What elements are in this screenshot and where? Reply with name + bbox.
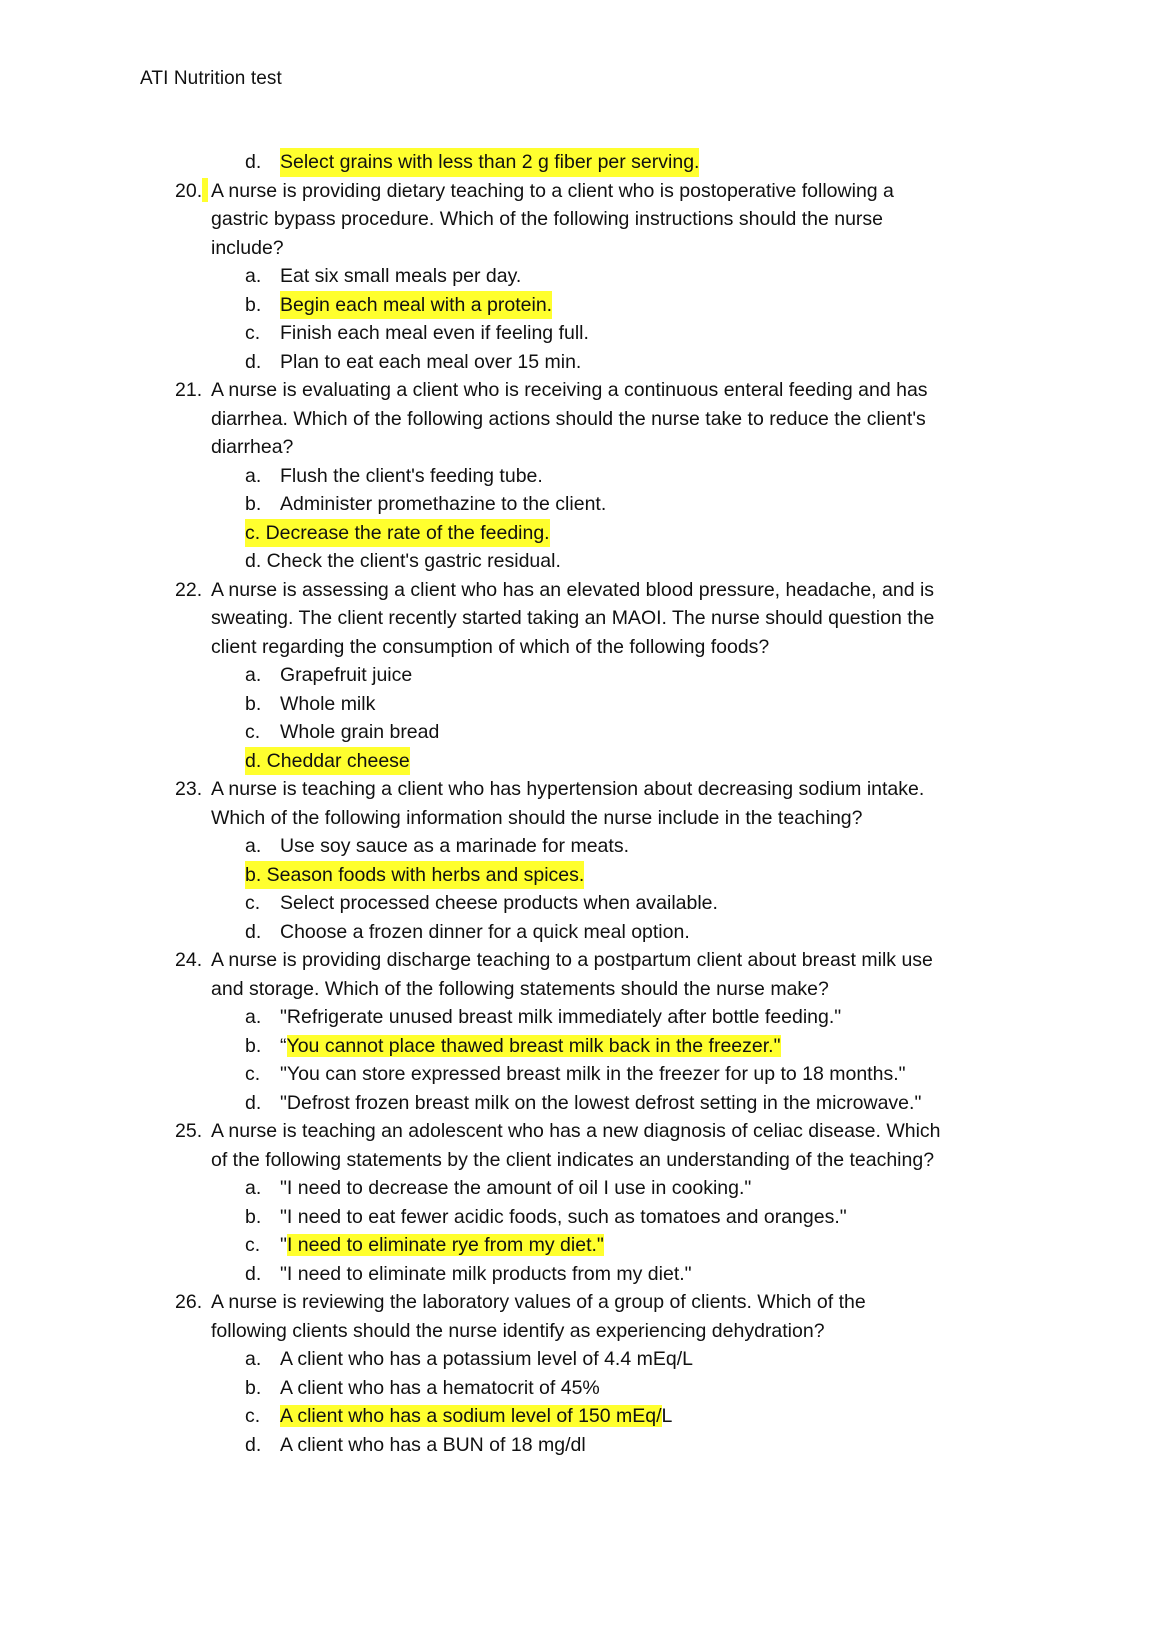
option-text-highlighted: You cannot place thawed breast milk back in the freezer." [286,1034,781,1057]
question-25 [0,1117,1158,1146]
option-letter: a. [245,1348,262,1370]
option-text: Choose a frozen dinner for a quick meal option. [280,920,690,943]
option-text-highlighted: b. Season foods with herbs and spices. [245,861,584,890]
question-number: 20. [175,177,208,206]
option-letter: c. [245,322,261,344]
option-letter: a. [245,1006,262,1028]
option-letter: a. [245,835,262,857]
option-20c [0,319,1158,348]
question-text: A nurse is assessing a client who has an elevated blood pressure, headache, and is [211,578,935,601]
question-26 [0,1288,1158,1317]
question-number: 24. [175,949,203,971]
option-letter: d. [245,920,262,943]
question-24 [0,946,1158,975]
option-letter: b. [245,1034,262,1057]
question-number: 25. [175,1120,203,1142]
option-text: Select processed cheese products when available. [280,892,718,914]
option-letter: d. [245,1433,262,1456]
option-text [280,1231,604,1260]
option-text: d. Check the client's gastric residual. [245,550,561,572]
option-text: Use soy sauce as a marinade for meats. [280,835,629,857]
option-text: "I need to eat fewer acidic foods, such as tomatoes and oranges." [280,1205,847,1228]
option-19d [0,148,1158,177]
option-text-highlighted: Begin each meal with a protein. [280,291,552,320]
option-22c [0,718,1158,747]
option-text: Flush the client's feeding tube. [280,464,543,487]
question-number: 21. [175,379,203,401]
option-text: "I need to eliminate milk products from my diet." [280,1262,692,1285]
question-22 [0,576,1158,605]
question-text: A nurse is evaluating a client who is receiving a continuous enteral feeding and has [211,379,928,401]
question-text: diarrhea? [211,436,294,458]
option-26a [0,1345,1158,1374]
option-letter: b. [245,293,262,316]
option-21b [0,490,1158,519]
option-text: A client who has a potassium level of 4.4 mEq/L [280,1348,693,1370]
option-letter: b. [245,1376,262,1399]
option-text-highlighted: I need to eliminate rye from my diet." [286,1234,604,1256]
option-23c [0,889,1158,918]
question-text: following clients should the nurse identify as experiencing dehydration? [211,1319,825,1342]
option-text: Plan to eat each meal over 15 min. [280,350,582,373]
option-text-highlighted: A client who has a sodium level of 150 mEq/ [280,1405,662,1427]
quote-mark: “ [280,1034,287,1057]
question-text: client regarding the consumption of which of the following foods? [211,635,770,658]
option-letter: c. [245,1405,261,1427]
option-text: Eat six small meals per day. [280,265,522,287]
option-letter: d. [245,1091,262,1114]
question-text: A nurse is providing discharge teaching to a postpartum client about breast milk use [211,949,933,971]
option-text: "You can store expressed breast milk in the freezer for up to 18 months." [280,1063,906,1085]
option-21a [0,462,1158,491]
option-23a [0,832,1158,861]
question-text: and storage. Which of the following statements should the nurse make? [211,977,829,1000]
option-text: Grapefruit juice [280,664,413,686]
option-24a [0,1003,1158,1032]
question-20 [0,177,1158,206]
option-23b [0,861,1158,890]
option-letter: d. [245,151,262,173]
option-text: A client who has a BUN of 18 mg/dl [280,1433,586,1456]
question-text: A nurse is providing dietary teaching to a client who is postoperative following a [211,179,894,202]
option-text-highlighted: d. Cheddar cheese [245,747,410,776]
option-20b [0,291,1158,320]
option-22d [0,747,1158,776]
question-text: gastric bypass procedure. Which of the following instructions should the nurse [211,208,884,230]
option-24d [0,1089,1158,1118]
question-text: sweating. The client recently started taking an MAOI. The nurse should question the [211,607,935,629]
option-20d [0,348,1158,377]
question-text: Which of the following information should the nurse include in the teaching? [211,806,863,829]
option-25b [0,1203,1158,1232]
option-letter: b. [245,493,262,515]
option-text: "Refrigerate unused breast milk immediately after bottle feeding." [280,1006,842,1028]
option-22b [0,690,1158,719]
option-25a [0,1174,1158,1203]
option-21d [0,547,1158,576]
option-text-highlighted: c. Decrease the rate of the feeding. [245,519,550,548]
option-text: "I need to decrease the amount of oil I use in cooking." [280,1177,752,1199]
option-text-suffix: L [661,1405,673,1427]
option-26d [0,1431,1158,1460]
option-21c [0,519,1158,548]
option-26c [0,1402,1158,1431]
option-letter: c. [245,1063,261,1085]
question-21 [0,376,1158,405]
option-letter: a. [245,464,262,487]
option-text: Administer promethazine to the client. [280,493,607,515]
quote-mark: " [280,1234,287,1256]
option-20a [0,262,1158,291]
option-letter: c. [245,721,261,743]
question-text: include? [211,236,284,259]
option-text [280,1402,672,1431]
option-letter: a. [245,664,262,686]
option-letter: c. [245,892,261,914]
option-text: "Defrost frozen breast milk on the lowest defrost setting in the microwave." [280,1091,922,1114]
option-letter: d. [245,1262,262,1285]
document-body [0,148,1158,1459]
option-letter: a. [245,265,262,287]
question-text: A nurse is teaching an adolescent who has a new diagnosis of celiac disease. Which [211,1120,941,1142]
document-header: ATI Nutrition test [140,68,282,89]
option-text [280,1032,781,1061]
option-text: Whole grain bread [280,721,440,743]
question-text: A nurse is reviewing the laboratory values of a group of clients. Which of the [211,1291,866,1313]
option-24c [0,1060,1158,1089]
option-text-highlighted: Select grains with less than 2 g fiber per serving. [280,148,699,177]
option-23d [0,918,1158,947]
option-letter: b. [245,1205,262,1228]
option-letter: b. [245,692,262,715]
option-22a [0,661,1158,690]
highlight-mark [202,178,208,202]
question-number: 23. [175,778,203,800]
question-number: 26. [175,1291,203,1313]
option-text: A client who has a hematocrit of 45% [280,1376,600,1399]
option-letter: a. [245,1177,262,1199]
option-text: Finish each meal even if feeling full. [280,322,589,344]
question-23 [0,775,1158,804]
option-25d [0,1260,1158,1289]
question-text: diarrhea. Which of the following actions should the nurse take to reduce the client's [211,407,926,430]
question-text: of the following statements by the client indicates an understanding of the teaching? [211,1148,935,1171]
option-24b [0,1032,1158,1061]
option-letter: d. [245,350,262,373]
option-26b [0,1374,1158,1403]
option-letter: c. [245,1234,261,1256]
question-text: A nurse is teaching a client who has hypertension about decreasing sodium intake. [211,778,925,800]
option-25c [0,1231,1158,1260]
option-text: Whole milk [280,692,376,715]
question-number: 22. [175,578,203,601]
